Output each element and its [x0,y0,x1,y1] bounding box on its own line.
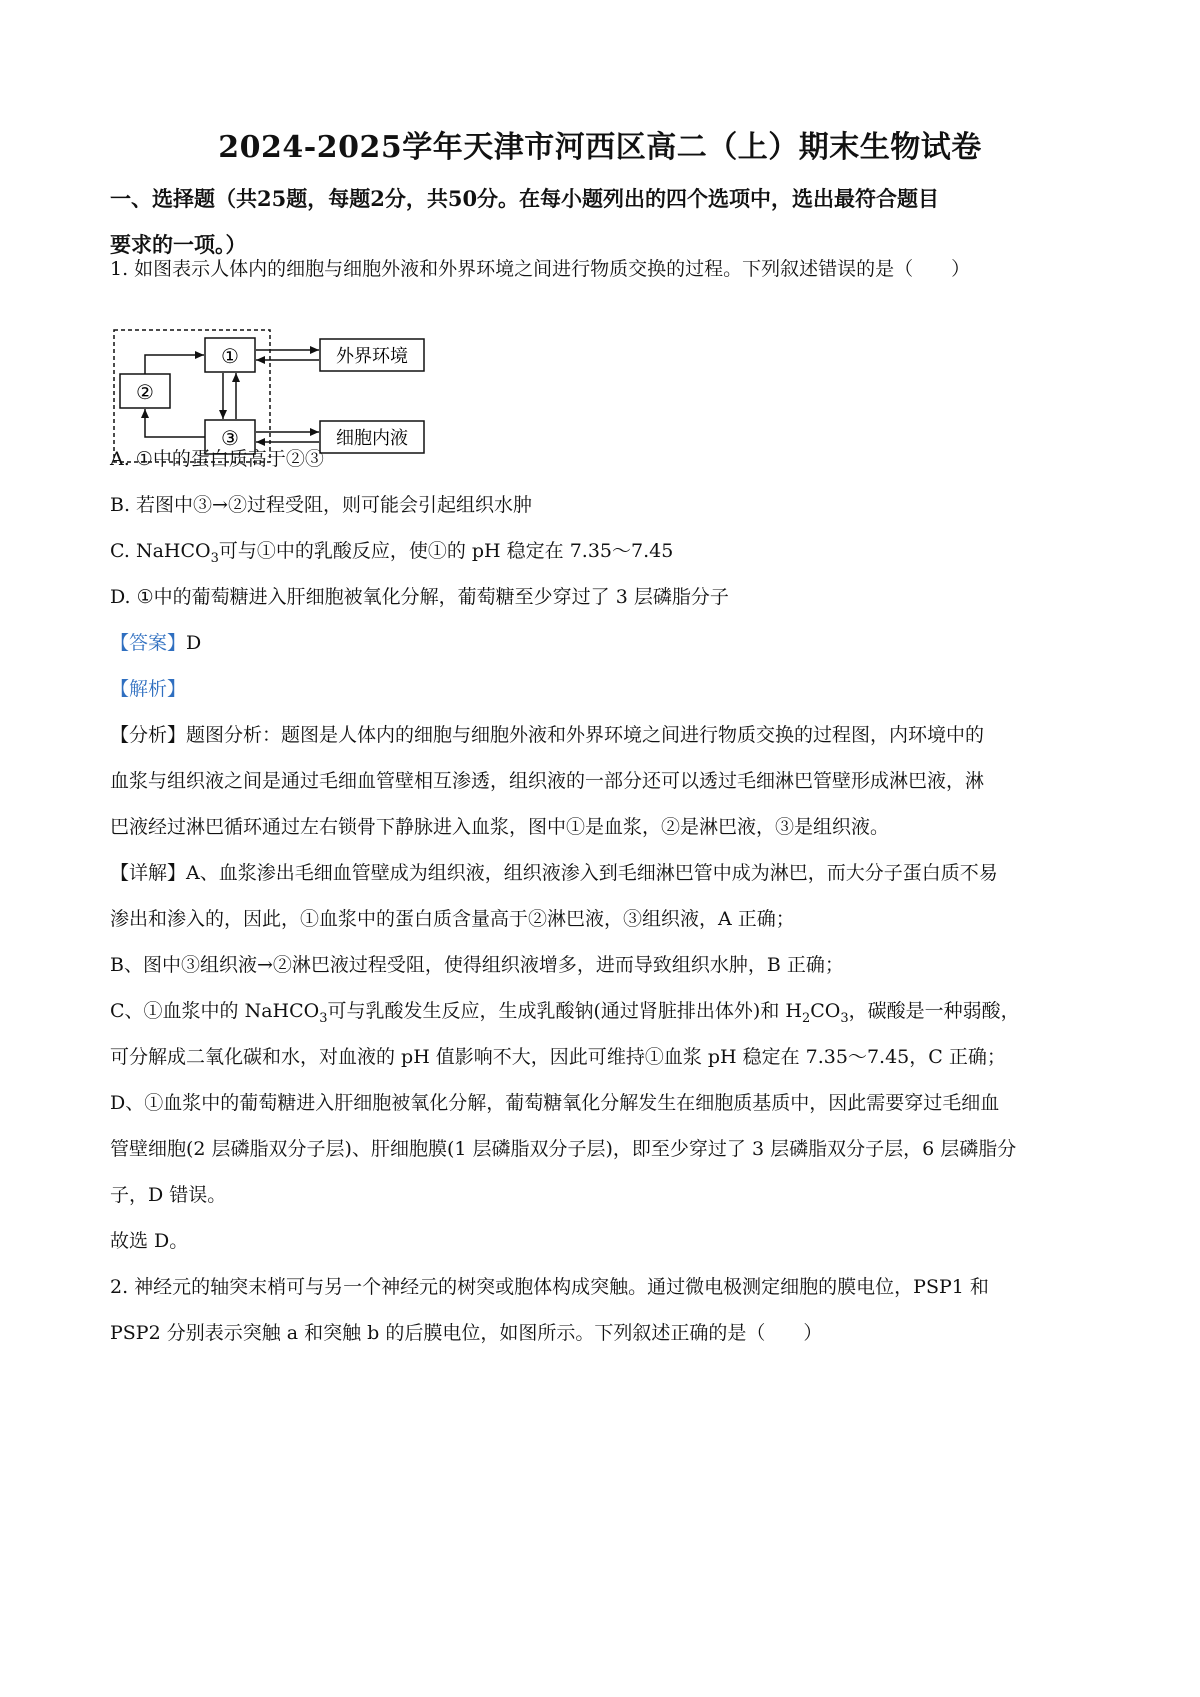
q2-stem-line-1: 2. 神经元的轴突末梢可与另一个神经元的树突或胞体构成突触。通过微电极测定细胞的膜电位，PSP1 和 [110,1276,989,1298]
analysis-tag: 【解析】 [110,678,187,700]
detail-d-line-3: 子，D 错误。 [110,1184,227,1206]
box-1-label: ① [221,344,239,368]
box-3-label: ③ [221,426,239,450]
detail-c-line-2: 可分解成二氧化碳和水，对血液的 pH 值影响不大，因此可维持①血浆 pH 稳定在 7.35～7.45，C 正确； [110,1046,1006,1068]
q1-answer [110,620,1100,666]
conclusion: 故选 D。 [110,1230,189,1252]
q1-stem: 1. 如图表示人体内的细胞与细胞外液和外界环境之间进行物质交换的过程。下列叙述错误的是（ ） [110,258,971,280]
page-title: 2024-2025学年天津市河西区高二（上）期末生物试卷 [218,130,982,165]
detail-d-line-2: 管壁细胞(2 层磷脂双分子层)、肝细胞膜(1 层磷脂双分子层)，即至少穿过了 3 层磷脂双分子层，6 层磷脂分 [110,1138,1017,1160]
detail-a-line-2: 渗出和渗入的，因此，①血浆中的蛋白质含量高于②淋巴液，③组织液，A 正确； [110,908,795,930]
section-heading-line1: 一、选择题（共25题，每题2分，共50分。在每小题列出的四个选项中，选出最符合题目 [110,186,940,211]
box-2-label: ② [136,380,154,404]
detail-a-line-1: 【详解】A、血浆渗出毛细血管壁成为组织液，组织液渗入到毛细淋巴管中成为淋巴，而大分子蛋白质不易 [110,862,998,884]
detail-c-line-1: C、①血浆中的 NaHCO$_3$可与乳酸发生反应，生成乳酸钠(通过肾脏排出体外)和 $H_2CO_3$，碳酸是一种弱酸， [110,1000,1020,1026]
answer-tag: 【答案】 [110,632,187,654]
q1-option-d: D. ①中的葡萄糖进入肝细胞被氧化分解，葡萄糖至少穿过了 3 层磷脂分子 [110,586,729,608]
q1-option-c: C. NaHCO$_3$可与①中的乳酸反应，使①的 pH 稳定在 7.35～7.45 [110,540,674,566]
external-label: 外界环境 [336,346,408,367]
answer-value: D [186,632,202,654]
detail-b: B、图中③组织液→②淋巴液过程受阻，使得组织液增多，进而导致组织水肿，B 正确； [110,954,844,976]
q1-option-b: B. 若图中③→②过程受阻，则可能会引起组织水肿 [110,494,532,516]
analysis-line-3: 巴液经过淋巴循环通过左右锁骨下静脉进入血浆，图中①是血浆，②是淋巴液，③是组织液。 [110,816,890,838]
q2-stem-line-2: PSP2 分别表示突触 a 和突触 b 的后膜电位，如图所示。下列叙述正确的是（ ） [110,1322,823,1344]
q1-option-a: A. ①中的蛋白质高于②③ [110,448,324,470]
analysis-line-2: 血浆与组织液之间是通过毛细血管壁相互渗透，组织液的一部分还可以透过毛细淋巴管壁形成淋巴液，淋 [110,770,985,792]
analysis-line-1: 【分析】题图分析：题图是人体内的细胞与细胞外液和外界环境之间进行物质交换的过程图，内环境中的 [110,724,985,746]
detail-d-line-1: D、①血浆中的葡萄糖进入肝细胞被氧化分解，葡萄糖氧化分解发生在细胞质基质中，因此需要穿过毛细血 [110,1092,1000,1114]
intracellular-label: 细胞内液 [336,428,408,449]
section-heading-line2: 要求的一项。） [110,232,247,257]
